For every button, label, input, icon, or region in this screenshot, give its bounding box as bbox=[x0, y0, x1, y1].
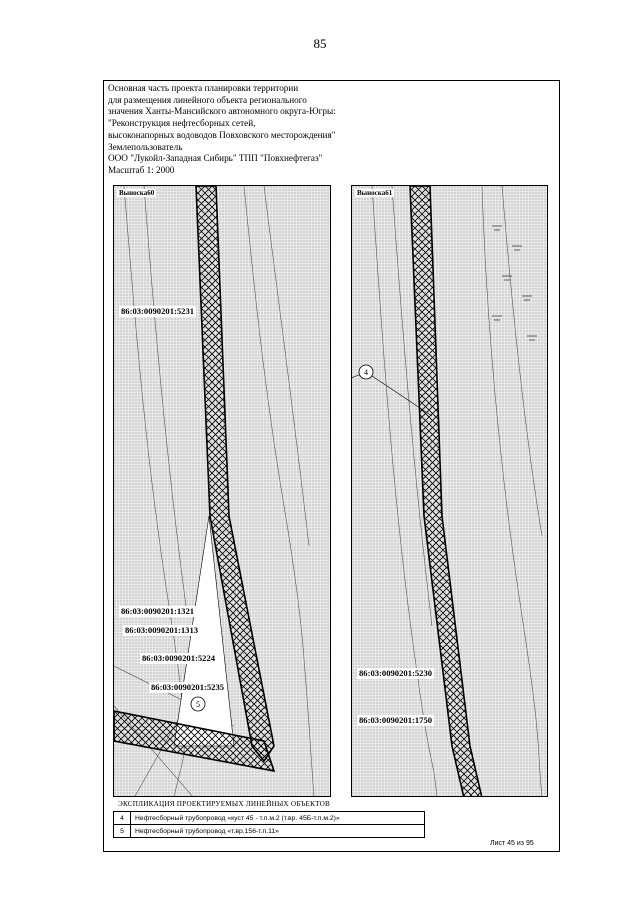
map-panel-left bbox=[113, 185, 331, 797]
header-line: значения Ханты-Мансийского автономного округа-Югры: bbox=[108, 106, 336, 117]
legend-description: Нефтесборный трубопровод «куст 45 - т.п.м.2 (т.вр. 45Б-т.п.м.2)» bbox=[131, 812, 425, 825]
parcel-label: 86:03:0090201:5224 bbox=[142, 653, 216, 663]
parcel-label: 86:03:0090201:1750 bbox=[359, 715, 433, 725]
legend-number: 5 bbox=[114, 825, 131, 838]
legend-row bbox=[114, 825, 425, 838]
header-line: Землепользователь bbox=[108, 141, 183, 152]
legend-row bbox=[114, 812, 425, 825]
panel-title-right: Выноска61 bbox=[357, 189, 393, 197]
legend-description: Нефтесборный трубопровод «т.вр.156-т.п.11» bbox=[131, 825, 425, 838]
header-line: ООО "Лукойл-Западная Сибирь" ТПП "Повхнефтегаз" bbox=[108, 153, 323, 164]
object-marker-left-label: 5 bbox=[196, 700, 200, 709]
parcel-label: 86:03:0090201:5235 bbox=[151, 682, 225, 692]
header-line: для размещения линейного объекта регионального bbox=[108, 94, 307, 105]
header-line: Основная часть проекта планировки территории bbox=[108, 83, 299, 93]
object-marker-right-label: 4 bbox=[364, 368, 368, 377]
legend-title: ЭКСПЛИКАЦИЯ ПРОЕКТИРУЕМЫХ ЛИНЕЙНЫХ ОБЪЕКТОВ bbox=[118, 800, 331, 808]
parcel-label: 86:03:0090201:5230 bbox=[359, 668, 433, 678]
parcel-label: 86:03:0090201:1321 bbox=[121, 606, 195, 616]
header-line: "Реконструкция нефтесборных сетей, bbox=[108, 118, 256, 129]
sheet-number: Лист 45 из 95 bbox=[490, 840, 534, 847]
map-panel-right bbox=[351, 185, 548, 797]
map-drawing-left bbox=[114, 186, 331, 797]
parcel-label: 86:03:0090201:1313 bbox=[125, 625, 199, 635]
page-number: 85 bbox=[313, 36, 327, 51]
legend-table bbox=[113, 811, 425, 838]
parcel-label: 86:03:0090201:5231 bbox=[121, 306, 195, 316]
header-line: Масштаб 1: 2000 bbox=[108, 164, 175, 175]
header-block bbox=[108, 83, 438, 177]
map-drawing-right bbox=[352, 186, 548, 797]
legend-number: 4 bbox=[114, 812, 131, 825]
panel-title-left: Выноска60 bbox=[119, 189, 155, 197]
header-line: высоконапорных водоводов Повховского месторождения" bbox=[108, 129, 336, 140]
